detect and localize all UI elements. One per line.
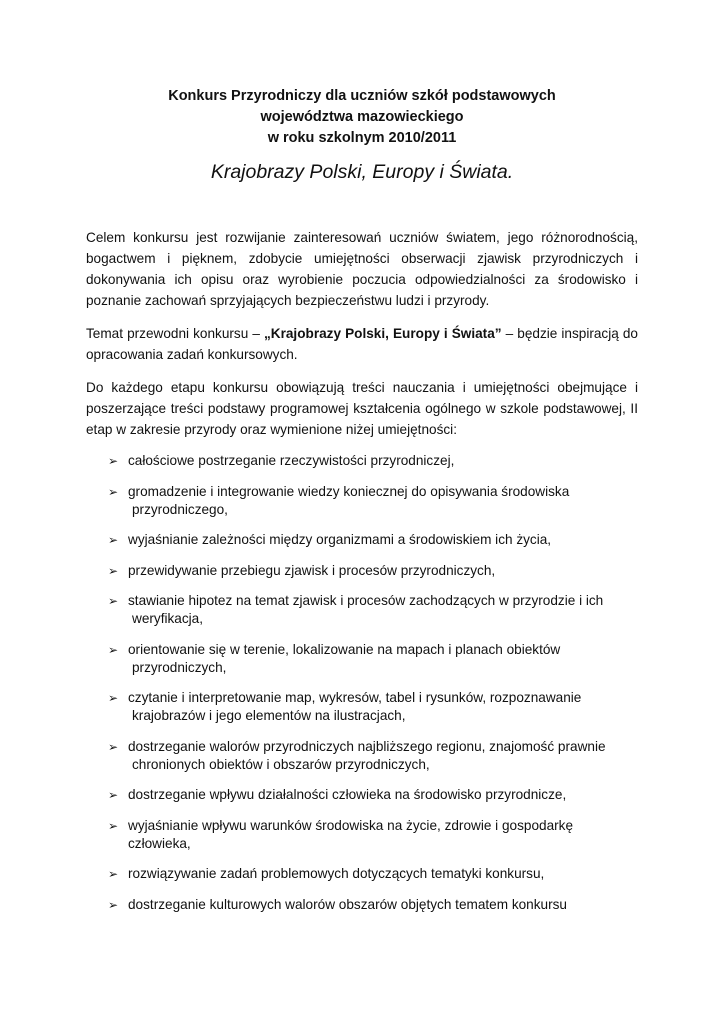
arrow-bullet-icon: ➢ (108, 739, 119, 754)
document-subtitle: Krajobrazy Polski, Europy i Świata. (210, 161, 514, 183)
skill-list-item (108, 531, 638, 549)
header-line-1: Konkurs Przyrodniczy dla uczniów szkół podstawowych (168, 88, 556, 104)
skill-text: gromadzenie i integrowanie wiedzy koniecznej do opisywania środowiska (128, 483, 570, 499)
arrow-bullet-icon: ➢ (108, 897, 119, 912)
skill-list-item (108, 738, 638, 774)
skill-list-item (108, 483, 638, 519)
theme-title: „Krajobrazy Polski, Europy i Świata” (263, 326, 502, 341)
skill-text: dostrzeganie walorów przyrodniczych najbliższego regionu, znajomość prawnie (128, 738, 606, 754)
skill-text: orientowanie się w terenie, lokalizowanie na mapach i planach obiektów (128, 641, 561, 657)
skill-text: czytanie i interpretowanie map, wykresów, tabel i rysunków, rozpoznawanie (128, 690, 582, 705)
arrow-bullet-icon: ➢ (108, 594, 119, 608)
skill-list-item (108, 786, 638, 804)
arrow-bullet-icon: ➢ (108, 454, 119, 468)
arrow-bullet-icon: ➢ (108, 563, 119, 578)
skill-list-item (108, 865, 638, 883)
arrow-bullet-icon: ➢ (108, 818, 119, 833)
skill-text: dostrzeganie wpływu działalności człowieka na środowisko przyrodnicze, (128, 787, 567, 802)
skill-text: całościowe postrzeganie rzeczywistości przyrodniczej, (128, 453, 455, 468)
arrow-bullet-icon: ➢ (108, 484, 119, 499)
paragraph-scope: Do każdego etapu konkursu obowiązują treści nauczania i umiejętności obejmujące i poszerzające treści podstawy programowej kształcenia ogólnego w szkole podstawowej, II etap w zakresie przyrody oraz wymienione niżej umiejętności: (86, 380, 638, 437)
header-line-3: w roku szkolnym 2010/2011 (267, 130, 457, 146)
paragraph-theme (86, 323, 638, 365)
skill-list-item (108, 641, 638, 677)
skill-text-continuation: krajobrazów i jego elementów na ilustracjach, (132, 708, 406, 723)
skill-text: wyjaśnianie zależności między organizmami a środowiskiem ich życia, (128, 532, 552, 547)
skill-list-item (108, 689, 638, 725)
arrow-bullet-icon: ➢ (108, 867, 119, 881)
paragraph-goal: Celem konkursu jest rozwijanie zainteresowań uczniów światem, jego różnorodnością, bogactwem i pięknem, zdobycie umiejętności obserwacji zjawisk przyrodniczych i dokonywania ich opisu oraz wyrobienie poczucia odpowiedzialności za środowisko i poznanie zachowań sprzyjających bezpieczeństwu ludzi i przyrody. (86, 230, 638, 308)
skill-list-item (108, 592, 638, 628)
skill-text: dostrzeganie kulturowych walorów obszarów objętych tematem konkursu (128, 896, 567, 912)
skills-list (86, 452, 638, 914)
skill-text: stawianie hipotez na temat zjawisk i procesów zachodzących w przyrodzie i ich (128, 593, 604, 608)
skill-text: przewidywanie przebiegu zjawisk i procesów przyrodniczych, (128, 562, 496, 578)
arrow-bullet-icon: ➢ (108, 788, 119, 802)
arrow-bullet-icon: ➢ (108, 533, 119, 547)
theme-text-after: – będzie inspiracją do opracowania zadań konkursowych. (86, 326, 638, 362)
skill-text-continuation: przyrodniczych, (132, 659, 227, 675)
theme-text-before: Temat przewodni konkursu – (86, 326, 264, 341)
skill-text-continuation: weryfikacja, (132, 611, 204, 626)
skill-text-continuation: chronionych obiektów i obszarów przyrodniczych, (132, 756, 430, 772)
skill-list-item (108, 562, 638, 580)
arrow-bullet-icon: ➢ (108, 642, 119, 657)
skill-list-item (108, 817, 638, 853)
document-header (86, 86, 638, 149)
skill-text-continuation: przyrodniczego, (132, 501, 228, 517)
header-line-2: województwa mazowieckiego (260, 109, 464, 125)
skill-text: rozwiązywanie zadań problemowych dotyczących tematyki konkursu, (128, 866, 545, 881)
skill-list-item (108, 452, 638, 470)
skill-list-item (108, 896, 638, 914)
skill-text: wyjaśnianie wpływu warunków środowiska na życie, zdrowie i gospodarkę człowieka, (128, 817, 574, 851)
arrow-bullet-icon: ➢ (108, 691, 119, 705)
